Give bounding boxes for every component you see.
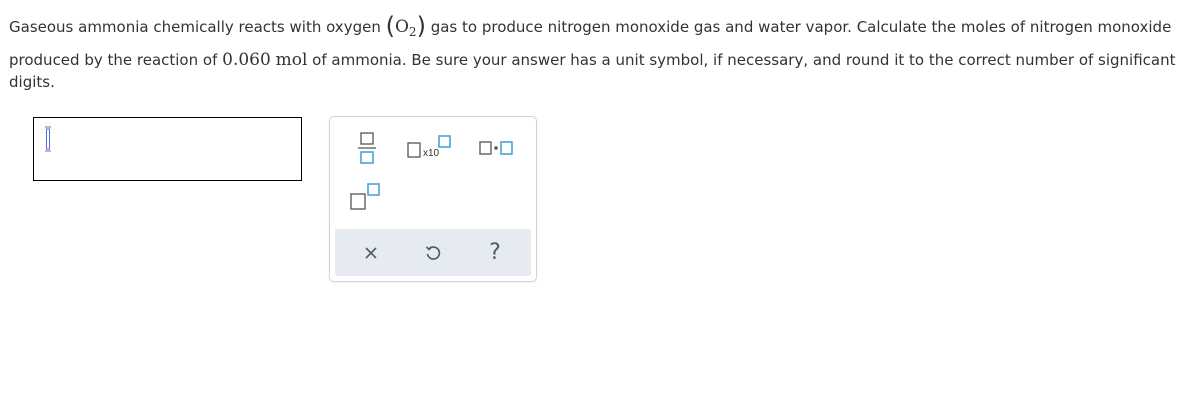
question-text-part: Gaseous ammonia chemically reacts with oxygen bbox=[9, 18, 381, 36]
question-line-1 bbox=[9, 10, 1189, 44]
multiply-dot-icon bbox=[476, 137, 516, 159]
scientific-notation-button[interactable] bbox=[406, 135, 458, 161]
math-keypad bbox=[329, 116, 537, 282]
keypad-action-bar bbox=[335, 229, 531, 276]
fraction-icon bbox=[354, 131, 380, 165]
question-text bbox=[9, 10, 1189, 93]
superscript-button[interactable] bbox=[348, 182, 384, 212]
open-paren: ( bbox=[385, 12, 395, 40]
close-icon bbox=[363, 245, 379, 261]
close-paren: ) bbox=[416, 12, 426, 40]
superscript-icon bbox=[348, 182, 384, 212]
question-text-part: produced by the reaction of bbox=[9, 51, 218, 69]
undo-icon bbox=[424, 244, 442, 262]
amount-value: 0.060 bbox=[222, 50, 271, 70]
question-line-2 bbox=[9, 49, 1189, 93]
question-text-part: gas to produce nitrogen monoxide gas and water vapor. Calculate the moles of nitrogen monoxide bbox=[430, 18, 1172, 36]
text-cursor-icon bbox=[44, 125, 52, 153]
x10-label: x10 bbox=[423, 148, 440, 159]
fraction-button[interactable] bbox=[354, 131, 380, 165]
question-text-part: of ammonia. Be sure your answer has a unit symbol, if necessary, and round it to the correct number of significant digits. bbox=[9, 51, 1176, 91]
clear-button[interactable] bbox=[357, 239, 385, 267]
help-icon: ? bbox=[489, 240, 501, 265]
help-button[interactable] bbox=[481, 239, 509, 267]
oxygen-formula: $O_2$ bbox=[394, 17, 417, 39]
multiply-dot-button[interactable] bbox=[476, 137, 516, 159]
undo-button[interactable] bbox=[419, 239, 447, 267]
answer-input[interactable] bbox=[33, 117, 302, 181]
amount-unit: mol bbox=[275, 50, 308, 70]
